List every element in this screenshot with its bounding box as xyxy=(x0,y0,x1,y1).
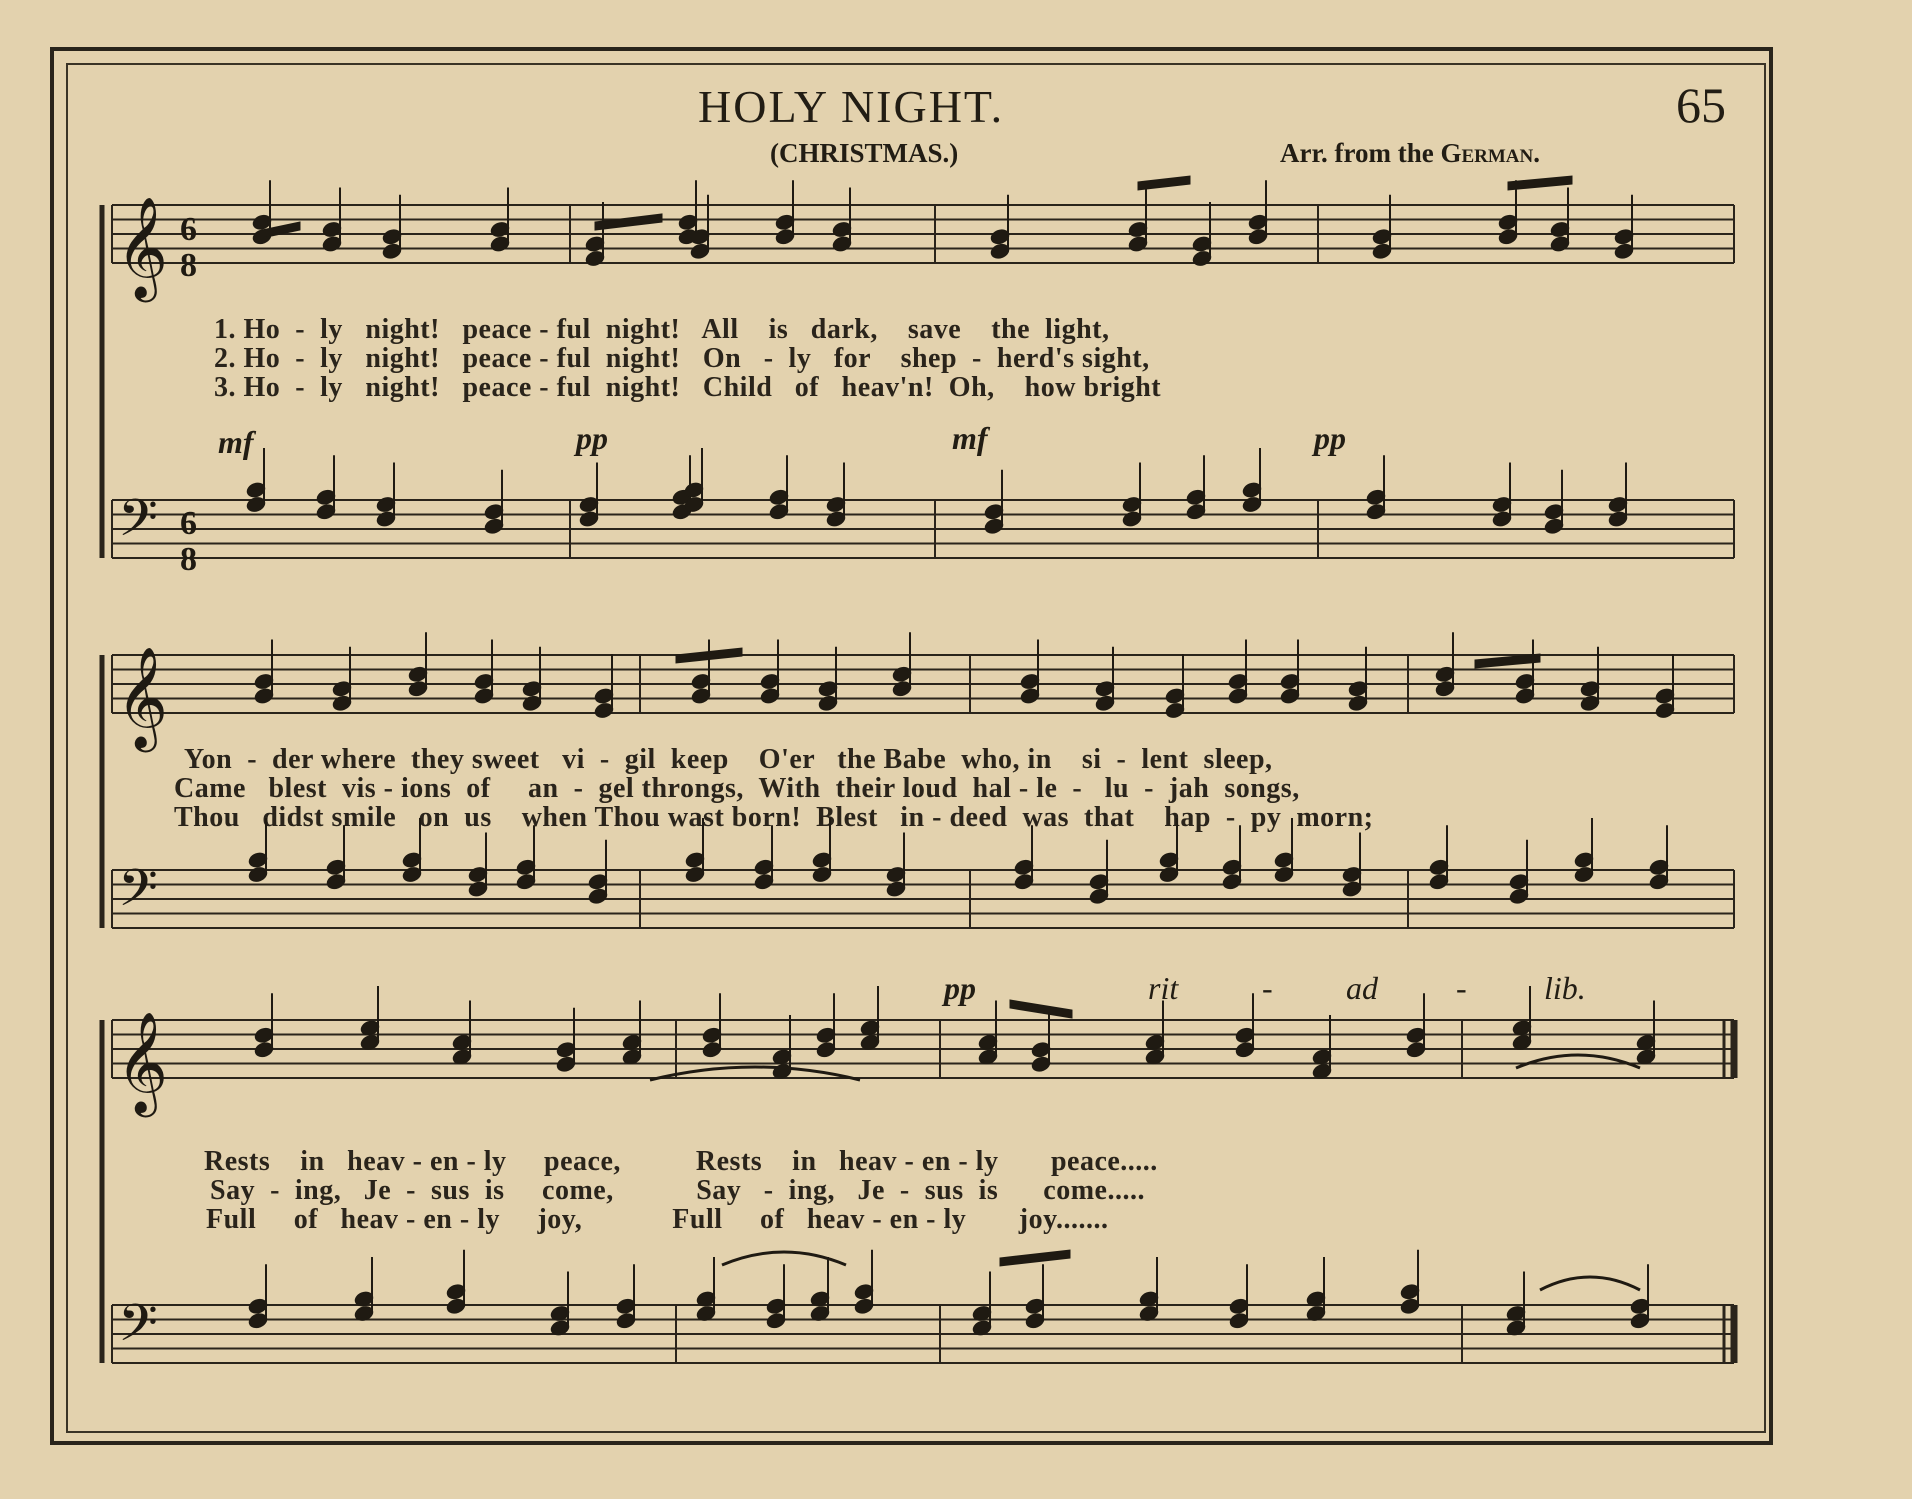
credit-source: German. xyxy=(1440,138,1540,168)
lyrics-s1-verse2: 2. Ho - ly night! peace - ful night! On - ly for shep - herd's sight, xyxy=(214,343,1150,374)
lyrics-s2-verse3: Thou didst smile on us when Thou wast born! Blest in - deed was that hap - py morn; xyxy=(174,802,1374,833)
time-signature-bottom-bass: 8 xyxy=(180,541,197,578)
tempo-rit: rit xyxy=(1148,970,1179,1006)
dynamic-mf-1: mf xyxy=(218,424,254,460)
note-beam xyxy=(1508,176,1572,190)
tie-slur xyxy=(1540,1277,1640,1290)
note-beam xyxy=(595,214,662,230)
dynamic-pp-1: pp xyxy=(576,420,608,456)
dynamic-pp-2: pp xyxy=(1314,420,1346,456)
lyrics-s3-verse2: Say - ing, Je - sus is come, Say - ing, Je - sus is come..... xyxy=(210,1175,1145,1206)
treble-clef-icon: 𝄞 xyxy=(116,1010,169,1113)
lyrics-s1-verse3: 3. Ho - ly night! peace - ful night! Child of heav'n! Oh, how bright xyxy=(214,372,1162,403)
page-number: 65 xyxy=(1676,77,1726,133)
tie-slur xyxy=(1516,1055,1640,1068)
time-signature-top-bass: 6 xyxy=(180,505,197,542)
tempo-lib: lib. xyxy=(1544,970,1586,1006)
lyrics-s3-verse3: Full of heav - en - ly joy, Full of heav - en - ly joy....... xyxy=(206,1204,1109,1235)
dynamic-mf-2: mf xyxy=(952,420,988,456)
tempo-dash-2: - xyxy=(1456,970,1467,1006)
time-signature-bottom-treble: 8 xyxy=(180,247,197,284)
credit-prefix: Arr. from the xyxy=(1280,138,1434,168)
note-beam xyxy=(1475,654,1540,668)
lyrics-s2-verse2: Came blest vis - ions of an - gel throngs, With their loud hal - le - lu - jah songs, xyxy=(174,773,1300,804)
lyrics-s2-verse1: Yon - der where they sweet vi - gil keep O'er the Babe who, in si - lent sleep, xyxy=(184,744,1273,775)
treble-clef-icon: 𝄞 xyxy=(116,645,169,748)
note-beam xyxy=(1010,1000,1072,1018)
tempo-ad: ad xyxy=(1346,970,1378,1006)
hymn-subtitle: (CHRISTMAS.) xyxy=(770,138,959,168)
note-beam xyxy=(1000,1250,1070,1266)
bass-clef-icon: 𝄢 xyxy=(118,487,158,561)
note-beam xyxy=(1138,176,1190,190)
tempo-dash-1: - xyxy=(1262,970,1273,1006)
lyrics-s1-verse1: 1. Ho - ly night! peace - ful night! All is dark, save the light, xyxy=(214,314,1110,345)
hymn-title: HOLY NIGHT. xyxy=(698,81,1005,132)
bass-clef-icon: 𝄢 xyxy=(118,857,158,931)
dynamic-pp-3: pp xyxy=(944,970,976,1006)
treble-clef-icon: 𝄞 xyxy=(116,195,169,298)
lyrics-s3-verse1: Rests in heav - en - ly peace, Rests in heav - en - ly peace..... xyxy=(204,1146,1158,1177)
bass-clef-icon: 𝄢 xyxy=(118,1292,158,1366)
time-signature-top-treble: 6 xyxy=(180,211,197,248)
